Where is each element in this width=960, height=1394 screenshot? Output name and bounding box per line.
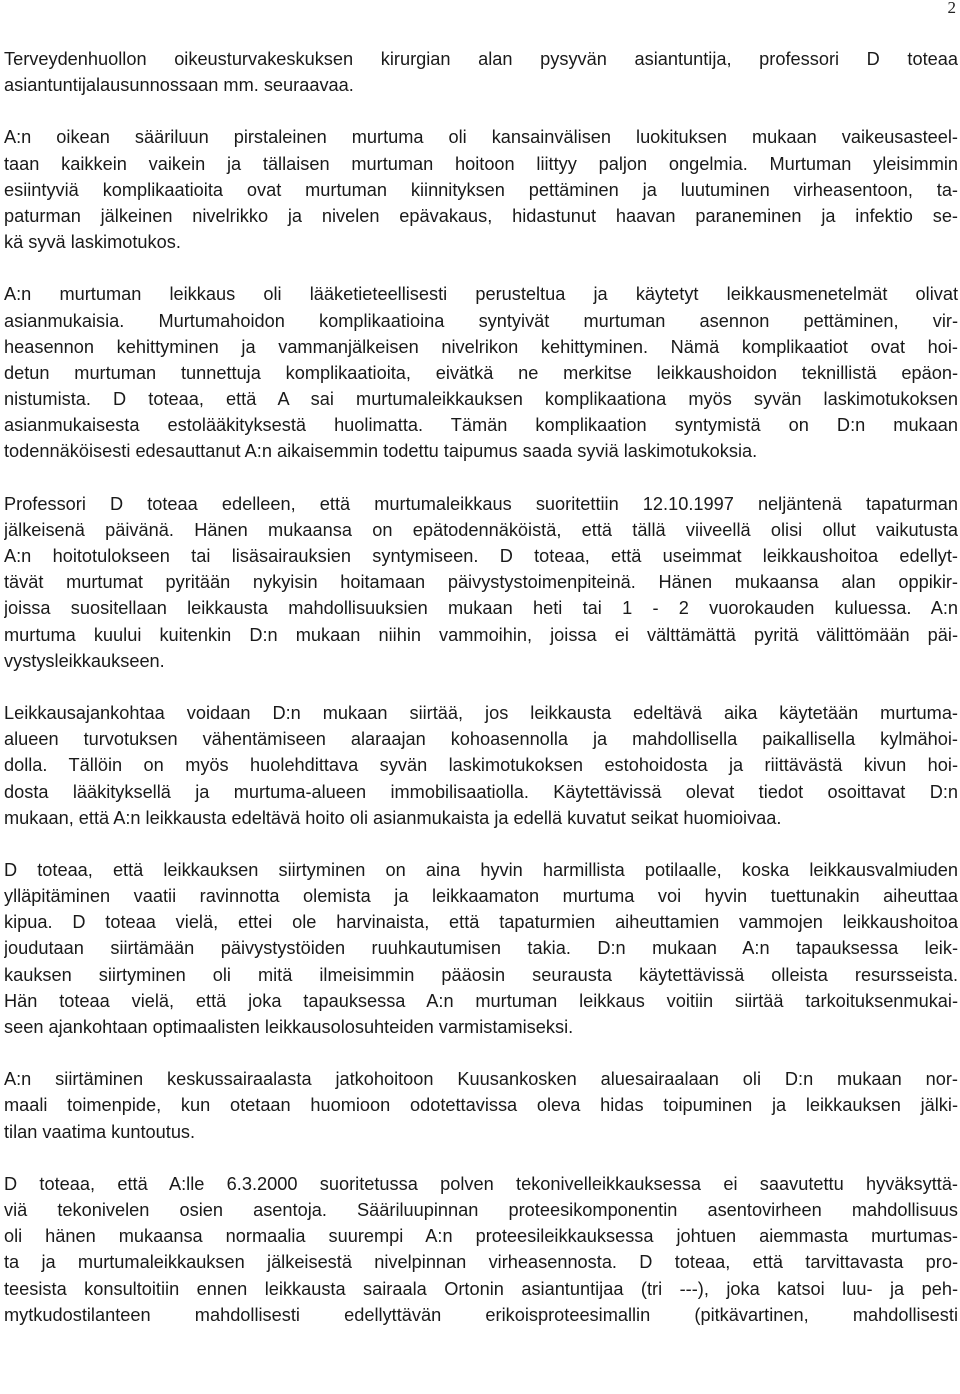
text-line: kä syvä laskimotukos. — [4, 232, 181, 253]
text-line: esiintyviä komplikaatioita ovat murtuman kiinnityksen pettäminen ja luutuminen virheasentoon, ta- — [4, 179, 958, 200]
text-line: tävät murtumat pyritään nykyisin hoitamaan päivystystoimenpiteinä. Hänen mukaansa alan oppikir- — [4, 572, 958, 593]
text-line: mukaan, että A:n leikkausta edeltävä hoito oli asianmukaista ja edellä kuvatut seikat huomioivaa. — [4, 807, 782, 828]
paragraph — [4, 1171, 958, 1328]
text-line: mytkudostilanteen mahdollisesti edellyttävän erikoisproteesimallin (pitkävartinen, mahdollisesti — [4, 1304, 958, 1325]
text-line: asiantuntijalausunnossaan mm. seuraavaa. — [4, 75, 354, 96]
text-line: heasennon kehittyminen ja vammanjälkeisen nivelrikon kehittyminen. Nämä komplikaatiot ovat hoi- — [4, 336, 958, 357]
text-line: Leikkausajankohtaa voidaan D:n mukaan siirtää, jos leikkausta edeltävä aika käytetään murtuma- — [4, 702, 958, 723]
text-line: A:n hoitotulokseen tai lisäsairauksien syntymiseen. D toteaa, että useimmat leikkaushoitoa edellyt- — [4, 546, 958, 566]
text-line: oli hänen mukaansa normaalia suurempi A:n proteesileikkauksessa johtuen aiemmasta murtumas- — [4, 1226, 958, 1247]
page-number: 2 — [947, 0, 956, 17]
paragraph — [4, 124, 958, 255]
text-line: viä tekonivelen osien asentoja. Sääriluupinnan proteesikomponentin asentovirheen mahdollisuus — [4, 1199, 958, 1220]
text-line: vystysleikkaukseen. — [4, 650, 165, 671]
text-line: Professori D toteaa edelleen, että murtumaleikkaus suoritettiin 12.10.1997 neljäntenä tapaturman — [4, 493, 958, 514]
text-line: kauksen siirtyminen oli mitä ilmeisimmin pääosin seurausta käytettävissä olleista resursseista. — [4, 964, 958, 985]
text-line: dolla. Tällöin on myös huolehdittava syvän laskimotukoksen estohoidosta ja riittävästä kivun hoi- — [4, 755, 958, 776]
text-line: joudutaan siirtämään päivystystöiden ruuhkautumisen takia. D:n mukaan A:n tapauksessa leik- — [4, 938, 958, 959]
text-line: todennäköisesti edesauttanut A:n aikaisemmin todettu taipumus saada syviä laskimotukoksia. — [4, 441, 758, 462]
text-line: ta ja murtumaleikkauksen jälkeisestä nivelpinnan virheasennosta. D toteaa, että tarvittavasta pro- — [4, 1252, 958, 1273]
text-line: jälkeisenä päivänä. Hänen mukaansa on epätodennäköistä, että tällä viiveellä olisi ollut vaikutusta — [4, 519, 958, 540]
text-line: joissa suositellaan leikkausta mahdollisuuksien mukaan heti tai 1 - 2 vuorokauden kuluessa. A:n — [4, 598, 958, 619]
paragraph — [4, 857, 958, 1040]
text-line: asianmukaisesta estolääkityksestä huolimatta. Tämän komplikaation syntymistä on D:n mukaan — [4, 415, 958, 436]
text-line: maali toimenpide, kun otetaan huomioon odotettavissa oleva hidas toipuminen ja leikkauksen jälki- — [4, 1095, 958, 1116]
text-line: Hän toteaa vielä, että joka tapauksessa A:n murtuman leikkaus voitiin siirtää tarkoituksenmukai- — [4, 990, 958, 1011]
paragraph — [4, 46, 958, 98]
text-line: D toteaa, että leikkauksen siirtyminen on aina hyvin harmillista potilaalle, koska leikkausvalmiuden — [4, 859, 958, 880]
text-line: alueen turvotuksen vähentämiseen alaraajan kohoasennolla ja mahdollisella paikallisella kylmähoi- — [4, 729, 958, 750]
text-line: D toteaa, että A:lle 6.3.2000 suoritetussa polven tekonivelleikkauksessa ei saavutettu hyväksyttä- — [4, 1173, 958, 1194]
text-line: asianmukaisia. Murtumahoidon komplikaatioina syntyivät murtuman asennon pettäminen, vir- — [4, 310, 958, 331]
paragraph — [4, 700, 958, 831]
text-line: A:n siirtäminen keskussairaalasta jatkohoitoon Kuusankosken aluesairaalaan oli D:n mukaan nor- — [4, 1069, 958, 1090]
text-line: A:n oikean sääriluun pirstaleinen murtuma oli kansainvälisen luokituksen mukaan vaikeusasteel- — [4, 127, 958, 148]
text-line: taan kaikkein vaikein ja tällaisen murtuman hoitoon liittyy paljon ongelmia. Murtuman yleisimmin — [4, 153, 958, 174]
text-line: detun murtuman tunnettuja komplikaatioita, eivätkä ne merkitse leikkaushoidon teknillistä epäon- — [4, 362, 958, 383]
text-line: Terveydenhuollon oikeusturvakeskuksen kirurgian alan pysyvän asiantuntija, professori D toteaa — [4, 49, 958, 69]
text-line: nistumista. D toteaa, että A sai murtumaleikkauksen komplikaationa myös syvän laskimotukoksen — [4, 389, 958, 410]
text-line: dosta lääkityksellä ja murtuma-alueen immobilisaatiolla. Käytettävissä olevat tiedot osoittavat D:n — [4, 781, 958, 802]
text-line: kipua. D toteaa vielä, ettei ole harvinaista, että tapaturmien aiheuttamien vammojen leikkaushoitoa — [4, 912, 958, 933]
text-line: teesista konsultoitiin ennen leikkausta sairaala Ortonin asiantuntijaa (tri ---), joka katsoi luu- ja peh- — [4, 1278, 958, 1299]
paragraph — [4, 491, 958, 674]
text-line: paturman jälkeinen nivelrikko ja nivelen epävakaus, hidastunut haavan paraneminen ja infektio se- — [4, 205, 958, 226]
text-line: A:n murtuman leikkaus oli lääketieteellisesti perusteltua ja käytetyt leikkausmenetelmät olivat — [4, 284, 958, 305]
text-line: seen ajankohtaan optimaalisten leikkausolosuhteiden varmistamiseksi. — [4, 1017, 574, 1037]
document-body — [4, 46, 958, 1354]
text-line: ylläpitäminen vaatii ravinnotta olemista ja leikkaamaton murtuma voi hyvin tuettunakin aiheuttaa — [4, 886, 958, 907]
text-line: tilan vaatima kuntoutus. — [4, 1121, 196, 1142]
text-line: murtuma kuului kuitenkin D:n mukaan niihin vammoihin, joissa ei välttämättä pyritä välittömään päi- — [4, 624, 958, 645]
paragraph — [4, 1066, 958, 1145]
paragraph — [4, 281, 958, 464]
